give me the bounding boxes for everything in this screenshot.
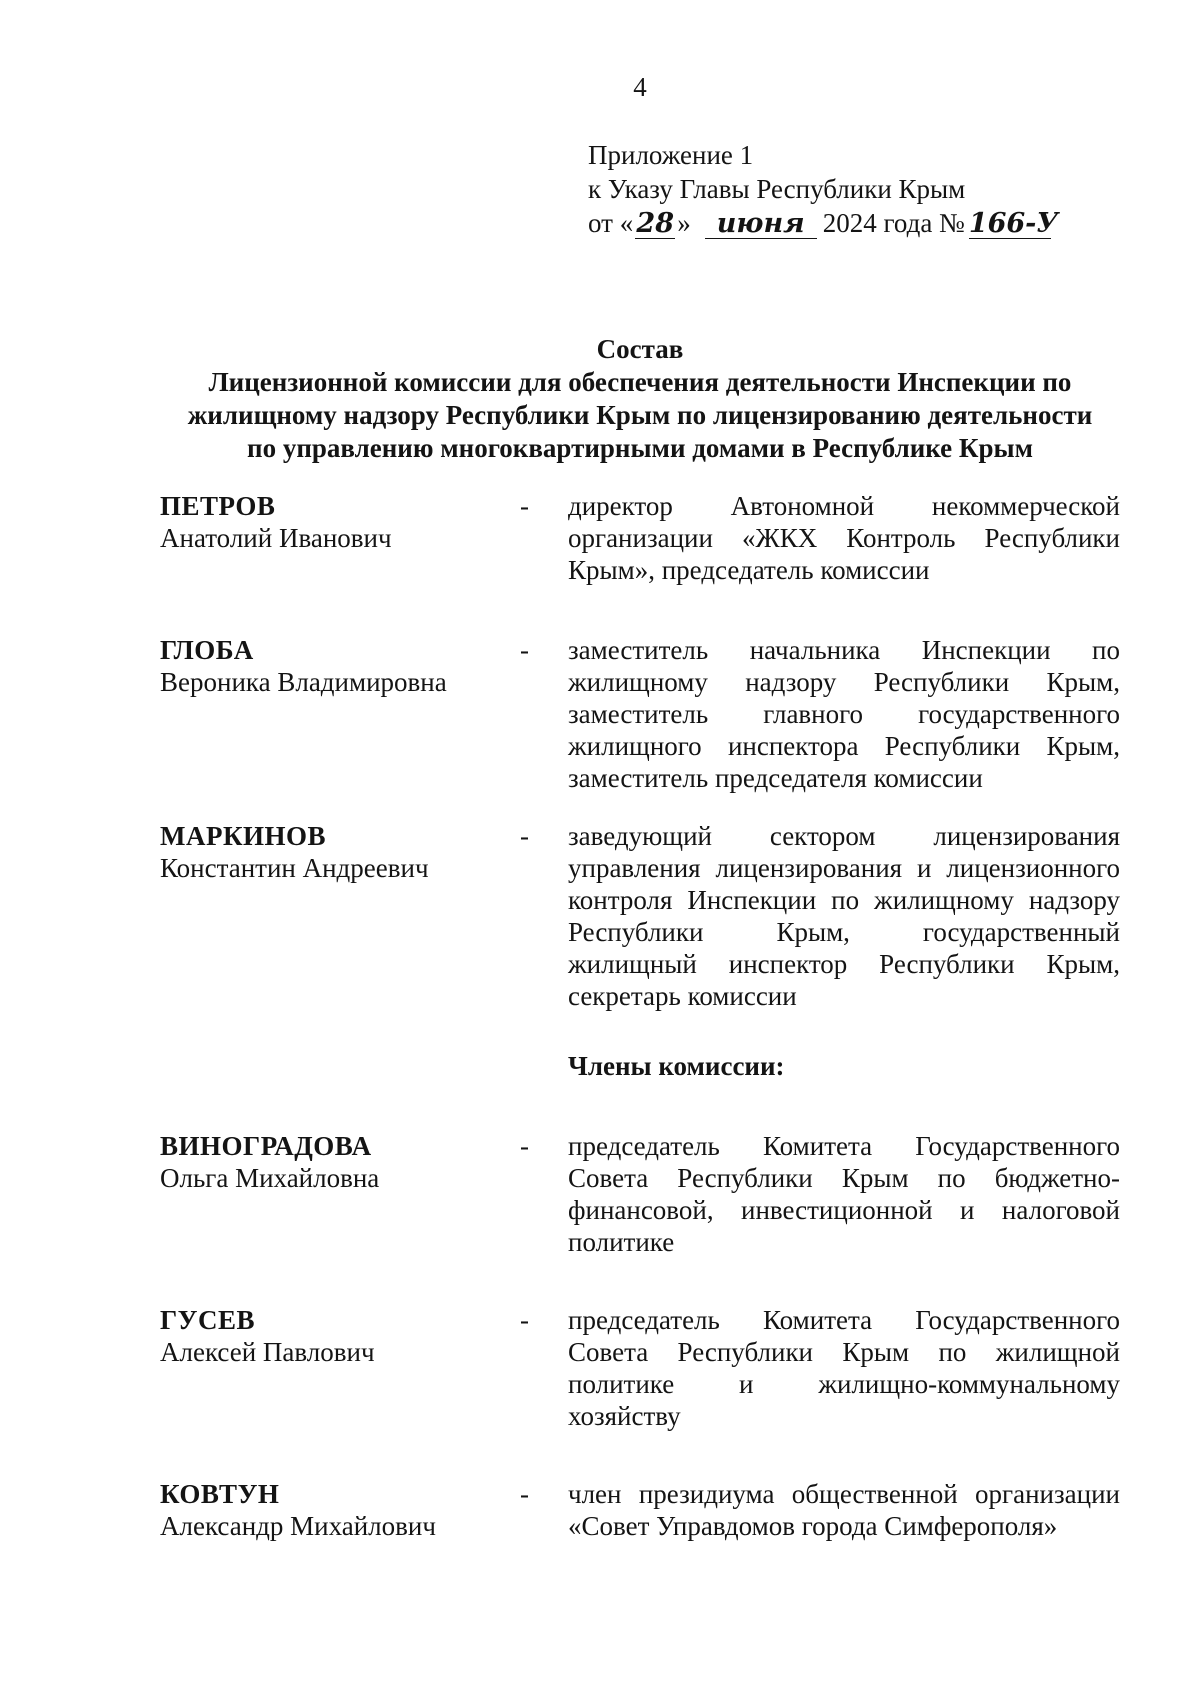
appendix-reference: к Указу Главы Республики Крым xyxy=(588,174,966,204)
appendix-title: Приложение 1 xyxy=(588,140,754,170)
date-quote-close: » xyxy=(677,208,691,238)
title-line-4: по управлению многоквартирными домами в Республике Крым xyxy=(247,433,1033,463)
title-line-3: жилищному надзору Республики Крым по лицензированию деятельности xyxy=(187,400,1093,430)
handwritten-month: июня xyxy=(705,210,817,239)
date-prefix: от « xyxy=(588,208,634,238)
handwritten-decree-number: 166-У xyxy=(968,208,1059,239)
member-surname: ПЕТРОВ xyxy=(160,491,276,521)
member-name xyxy=(160,634,500,698)
member-name xyxy=(160,1130,500,1194)
member-entry xyxy=(160,634,1120,794)
member-surname: КОВТУН xyxy=(160,1479,280,1509)
member-entry xyxy=(160,1478,1120,1542)
member-dash: - xyxy=(520,491,529,521)
member-given-names: Вероника Владимировна xyxy=(160,667,447,697)
member-role: член президиума общественной организации «Совет Управдомов города Симферополя» xyxy=(568,1479,1120,1541)
member-role: председатель Комитета Государственного Совета Республики Крым по жилищной политике и жилищно-коммунальному хозяйству xyxy=(568,1305,1120,1431)
member-surname: ГУСЕВ xyxy=(160,1305,256,1335)
member-entry xyxy=(160,490,1120,586)
member-given-names: Алексей Павлович xyxy=(160,1337,375,1367)
member-name xyxy=(160,1304,500,1368)
title-line-2: Лицензионной комиссии для обеспечения деятельности Инспекции по xyxy=(208,367,1072,397)
appendix-date-line xyxy=(588,206,1059,240)
handwritten-day: 28 xyxy=(636,208,674,239)
member-name xyxy=(160,1478,500,1542)
member-given-names: Константин Андреевич xyxy=(160,853,429,883)
member-role: директор Автономной некоммерческой организации «ЖКХ Контроль Республики Крым», председатель комиссии xyxy=(568,491,1120,585)
member-given-names: Александр Михайлович xyxy=(160,1511,436,1541)
member-name xyxy=(160,820,500,884)
date-year: 2024 года № xyxy=(822,208,965,238)
member-dash: - xyxy=(520,821,529,851)
document-title xyxy=(150,333,1130,465)
member-surname: МАРКИНОВ xyxy=(160,821,327,851)
appendix-header xyxy=(588,138,1059,240)
member-name xyxy=(160,490,500,554)
member-role: председатель Комитета Государственного Совета Республики Крым по бюджетно-финансовой, инвестиционной и налоговой политике xyxy=(568,1131,1120,1257)
member-role: заведующий сектором лицензирования управления лицензирования и лицензионного контроля Инспекции по жилищному надзору Республики Крым, государственный жилищный инспектор Республики Крым, секретарь комиссии xyxy=(568,821,1120,1011)
commission-composition xyxy=(160,490,1120,1542)
member-dash: - xyxy=(520,1305,529,1335)
member-dash: - xyxy=(520,1131,529,1161)
member-surname: ВИНОГРАДОВА xyxy=(160,1131,372,1161)
title-line-1: Состав xyxy=(596,334,684,364)
member-dash: - xyxy=(520,1479,529,1509)
members-heading: Члены комиссии: xyxy=(568,1051,785,1081)
member-entry xyxy=(160,820,1120,1012)
member-role: заместитель начальника Инспекции по жилищному надзору Республики Крым, заместитель главного государственного жилищного инспектора Республики Крым, заместитель председателя комиссии xyxy=(568,635,1120,793)
member-given-names: Анатолий Иванович xyxy=(160,523,392,553)
member-dash: - xyxy=(520,635,529,665)
member-surname: ГЛОБА xyxy=(160,635,254,665)
member-entry xyxy=(160,1304,1120,1432)
member-entry xyxy=(160,1130,1120,1258)
member-given-names: Ольга Михайловна xyxy=(160,1163,380,1193)
page-number: 4 xyxy=(633,72,647,102)
